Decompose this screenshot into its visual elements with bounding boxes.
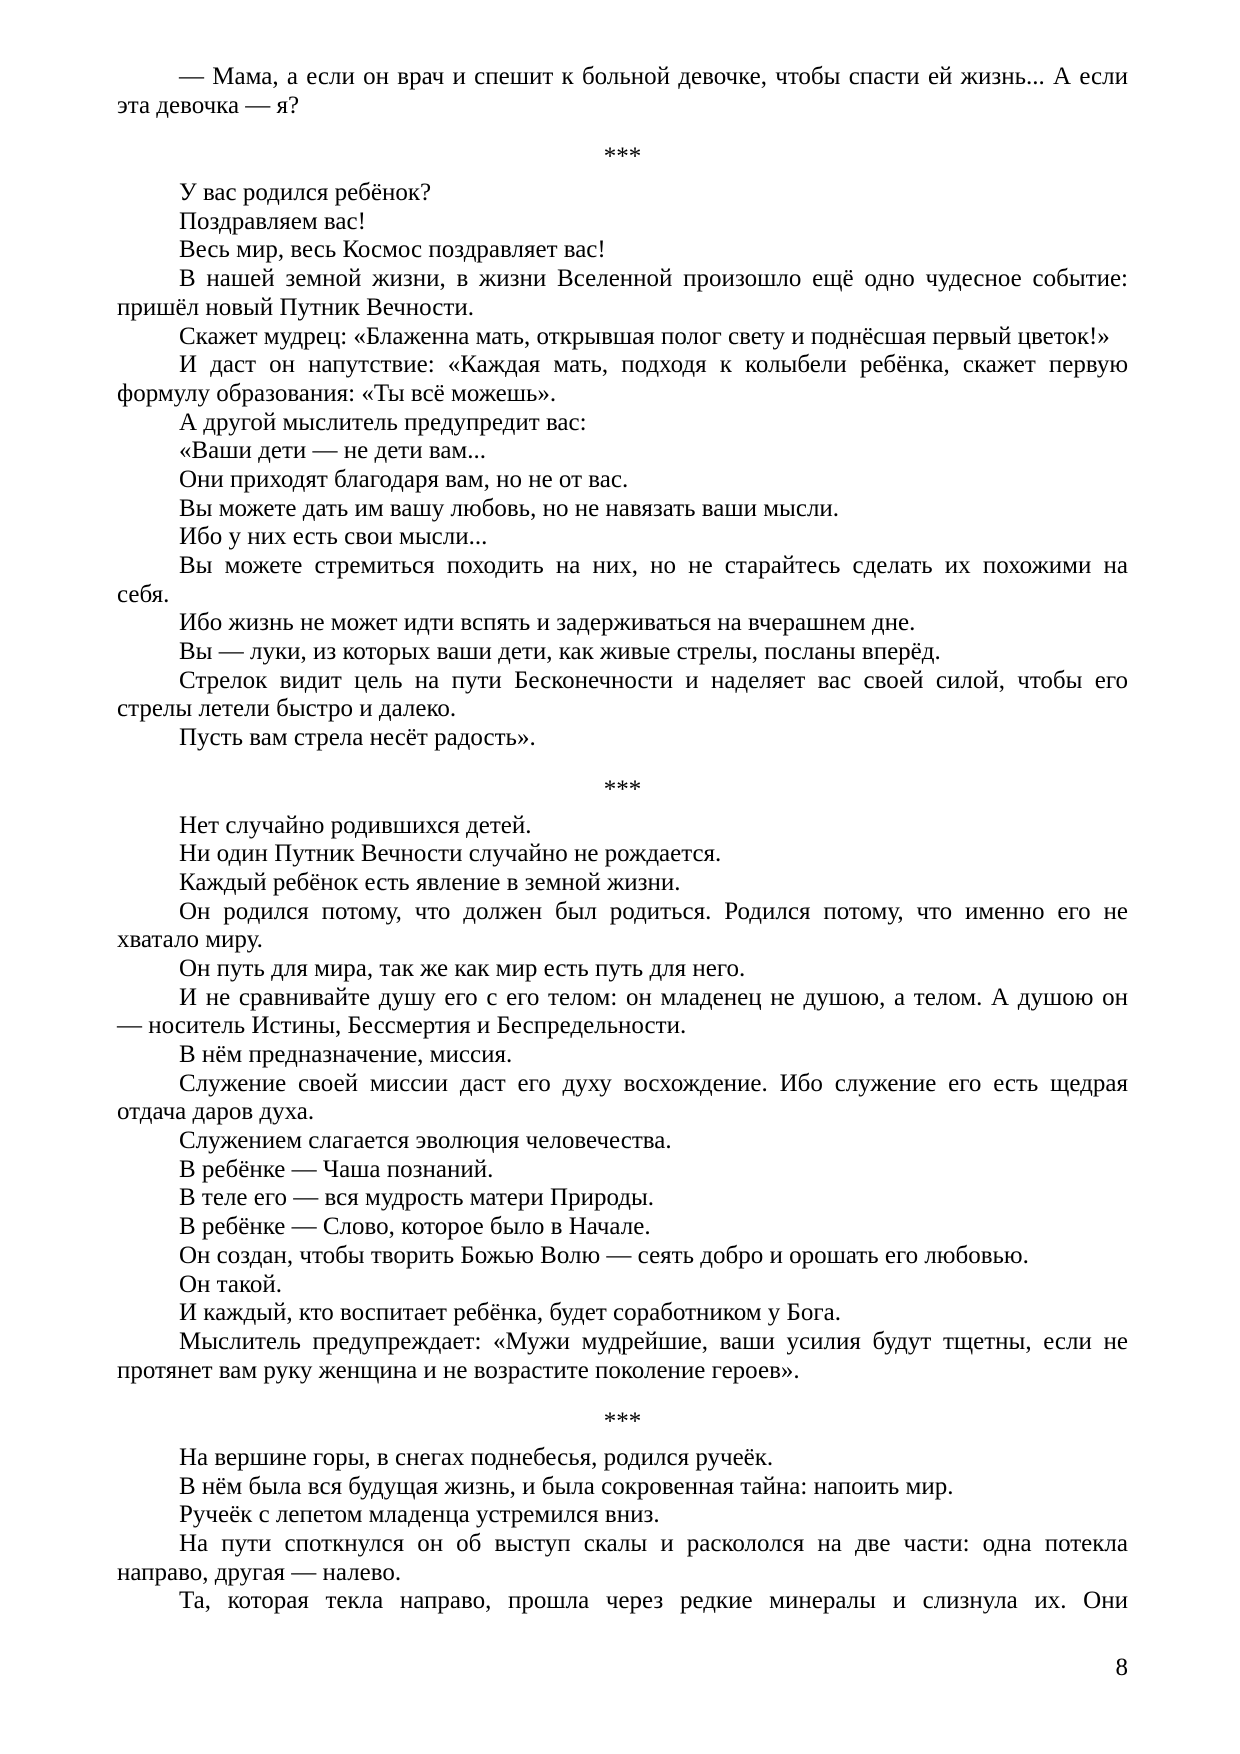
text-line: Каждый ребёнок есть явление в земной жизни. [179,868,681,896]
text-line: В нём была вся будущая жизнь, и была сокровенная тайна: напоить мир. [179,1472,954,1500]
text-line: пришёл новый Путник Вечности. [117,293,474,321]
paragraph [117,351,1128,408]
text-line: Пусть вам стрела несёт радость». [179,724,536,752]
paragraph [117,179,1128,208]
text-line: направо, другая — налево. [117,1558,402,1586]
text-line: А другой мыслитель предупредит вас: [179,408,587,436]
text-line: себя. [117,580,170,608]
paragraph [117,265,1128,322]
paragraph [117,840,1128,869]
text-line: формулу образования: «Ты всё можешь». [117,379,557,407]
paragraph [117,609,1128,638]
text-line: У вас родился ребёнок? [179,179,432,207]
text-line: Весь мир, весь Космос поздравляет вас! [179,236,606,264]
paragraph [117,1070,1128,1127]
text-line: «Ваши дети — не дети вам... [179,437,487,465]
text-line: Скажет мудрец: «Блаженна мать, открывшая полог свету и поднёсшая первый цветок!» [179,322,1110,350]
text-line: Он такой. [179,1270,283,1298]
text-line: На вершине горы, в снегах поднебесья, родился ручеёк. [179,1443,774,1471]
section-separator: *** [603,143,642,171]
paragraph [117,1271,1128,1300]
paragraph [117,437,1128,466]
text-section [117,1444,1128,1616]
paragraph [117,323,1128,352]
text-line: Ибо жизнь не может идти вспять и задерживаться на вчерашнем дне. [179,609,916,637]
text-line: И даст он напутствие: «Каждая мать, подходя к колыбели ребёнка, скажет первую [179,351,1128,379]
text-line: Вы можете стремиться походить на них, но не старайтесь сделать их похожими на [179,552,1128,579]
paragraph [117,1041,1128,1070]
section-separator: *** [603,1408,642,1436]
text-line: эта девочка — я? [117,91,300,119]
text-line: хватало миру. [117,926,263,954]
text-line: Вы можете дать им вашу любовь, но не навязать ваши мысли. [179,494,840,522]
paragraph [117,869,1128,898]
paragraph [117,1213,1128,1242]
text-line: И каждый, кто воспитает ребёнка, будет соработником у Бога. [179,1299,841,1327]
paragraph [117,1328,1128,1385]
text-line: Мыслитель предупреждает: «Мужи мудрейшие, ваши усилия будут тщетны, если не [179,1327,1128,1355]
paragraph [117,63,1128,120]
text-line: В ребёнке — Слово, которое было в Начале. [179,1213,651,1241]
text-section [117,63,1128,120]
text-line: — носитель Истины, Бессмертия и Беспредельности. [117,1012,687,1040]
paragraph [117,638,1128,667]
text-line: Ибо у них есть свои мысли... [179,523,488,551]
paragraph [117,1444,1128,1473]
paragraph [117,409,1128,438]
text-line: Он создан, чтобы творить Божью Волю — сеять добро и орошать его любовью. [179,1241,1029,1269]
text-line: На пути споткнулся он об выступ скалы и раскололся на две части: одна потекла [179,1530,1128,1557]
section-separator: *** [603,775,642,803]
paragraph [117,236,1128,265]
paragraph [117,552,1128,609]
text-line: протянет вам руку женщина и не возрастите поколение героев». [117,1356,800,1384]
paragraph [117,1242,1128,1271]
text-line: И не сравнивайте душу его с его телом: он младенец не душою, а телом. А душою он [179,983,1128,1011]
text-line: отдача даров духа. [117,1098,315,1126]
paragraph [117,466,1128,495]
paragraph [117,667,1128,724]
text-line: В ребёнке — Чаша познаний. [179,1155,494,1183]
text-line: — Мама, а если он врач и спешит к больной девочке, чтобы спасти ей жизнь... А если [179,63,1128,90]
paragraph [117,1127,1128,1156]
document-page-body [117,63,1128,1616]
text-line: стрелы летели быстро и далеко. [117,695,457,723]
paragraph [117,812,1128,841]
paragraph [117,955,1128,984]
paragraph [117,523,1128,552]
paragraph [117,1501,1128,1530]
paragraph [117,898,1128,955]
paragraph [117,1184,1128,1213]
paragraph [117,1156,1128,1185]
paragraph [117,1473,1128,1502]
text-line: Та, которая текла направо, прошла через редкие минералы и слизнула их. Они [179,1587,1128,1615]
text-line: Они приходят благодаря вам, но не от вас. [179,465,629,493]
page-number: 8 [1115,1654,1128,1681]
paragraph [117,984,1128,1041]
paragraph [117,1299,1128,1328]
text-line: Вы — луки, из которых ваши дети, как живые стрелы, посланы вперёд. [179,638,941,666]
text-line: Ручеёк с лепетом младенца устремился вниз. [179,1501,660,1529]
text-line: Нет случайно родившихся детей. [179,811,532,839]
text-line: Стрелок видит цель на пути Бесконечности и наделяет вас своей силой, чтобы его [179,666,1128,694]
text-line: Служение своей миссии даст его духу восхождение. Ибо служение его есть щедрая [179,1069,1128,1097]
text-section [117,179,1128,753]
paragraph [117,495,1128,524]
paragraph [117,208,1128,237]
text-line: Ни один Путник Вечности случайно не рождается. [179,840,722,868]
text-section [117,812,1128,1386]
paragraph [117,1587,1128,1616]
text-line: Служением слагается эволюция человечества. [179,1127,672,1155]
text-line: В теле его — вся мудрость матери Природы. [179,1184,654,1212]
text-line: В нём предназначение, миссия. [179,1041,513,1068]
text-line: Поздравляем вас! [179,207,366,235]
text-line: Он путь для мира, так же как мир есть путь для него. [179,954,746,982]
paragraph [117,724,1128,753]
text-line: Он родился потому, что должен был родиться. Родился потому, что именно его не [179,897,1128,925]
paragraph [117,1530,1128,1587]
text-line: В нашей земной жизни, в жизни Вселенной произошло ещё одно чудесное событие: [179,265,1128,293]
